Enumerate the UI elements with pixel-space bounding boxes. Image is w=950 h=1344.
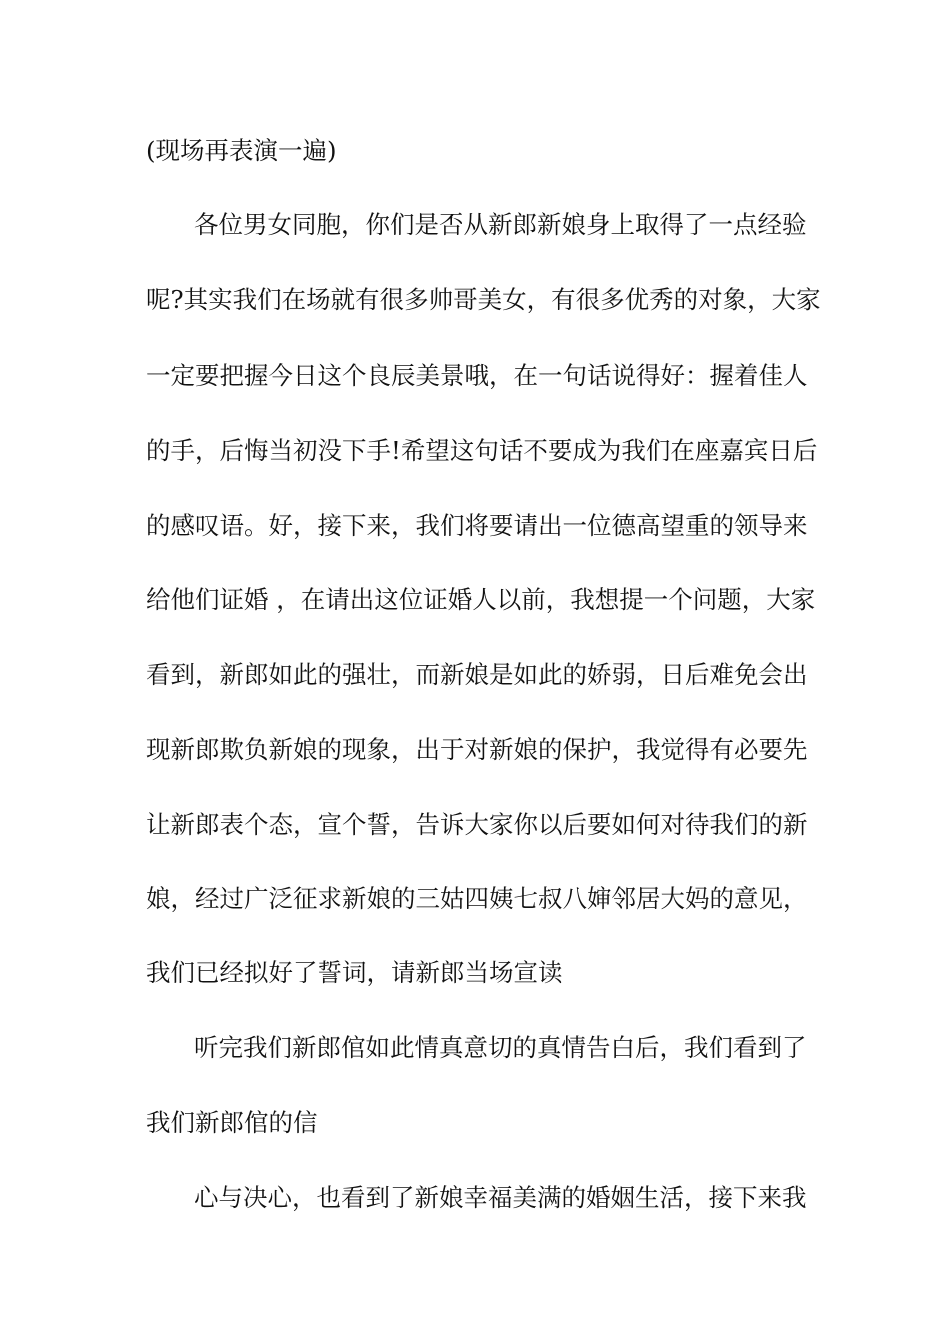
paragraph-line: 听完我们新郎倌如此情真意切的真情告白后，我们看到了	[194, 1033, 807, 1062]
paragraph-line: 心与决心，也看到了新娘幸福美满的婚姻生活，接下来我	[194, 1183, 807, 1212]
paragraph-line: 娘，经过广泛征求新娘的三姑四姨七叔八婶邻居大妈的意见，	[146, 884, 808, 913]
paragraph-line: 我们新郎倌的信	[146, 1108, 318, 1137]
paragraph-line: 让新郎表个态，宣个誓，告诉大家你以后要如何对待我们的新	[146, 810, 808, 839]
paragraph-line: 的感叹语。好，接下来，我们将要请出一位德高望重的领导来	[146, 511, 808, 540]
paragraph-line: 现新郎欺负新娘的现象，出于对新娘的保护，我觉得有必要先	[146, 735, 808, 764]
paragraph-line: (现场再表演一遍)	[146, 136, 337, 165]
paragraph-line: 给他们证婚 ，在请出这位证婚人以前，我想提一个问题，大家	[146, 585, 816, 614]
paragraph-line: 呢?其实我们在场就有很多帅哥美女，有很多优秀的对象，大家	[146, 285, 821, 314]
paragraph-line: 我们已经拟好了誓词，请新郎当场宣读	[146, 958, 563, 987]
paragraph-line: 各位男女同胞，你们是否从新郎新娘身上取得了一点经验	[194, 210, 807, 239]
paragraph-line: 一定要把握今日这个良辰美景哦，在一句话说得好：握着佳人	[146, 361, 808, 390]
paragraph-line: 的手，后悔当初没下手!希望这句话不要成为我们在座嘉宾日后	[146, 436, 818, 465]
paragraph-line: 看到，新郎如此的强壮，而新娘是如此的娇弱，日后难免会出	[146, 660, 808, 689]
